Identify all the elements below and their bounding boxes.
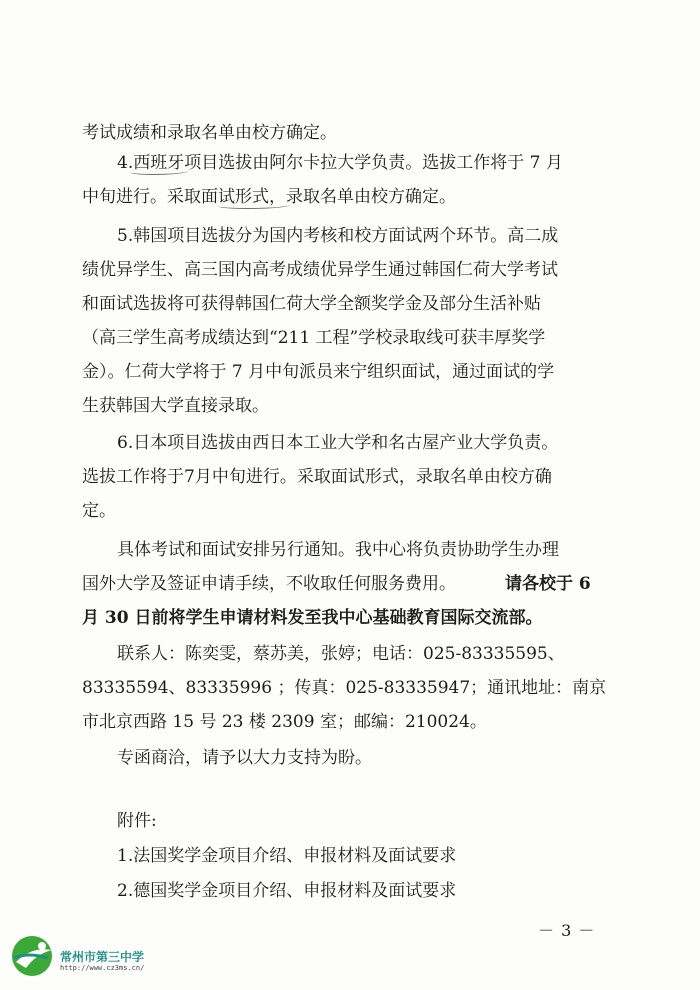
closing-line: 专函商洽，请予以大力支持为盼。: [117, 748, 372, 768]
school-logo-icon: [8, 932, 56, 980]
paragraph-line: （高三学生高考成绩达到“211 工程”学校录取线可获丰厚奖学: [82, 328, 546, 348]
paragraph-line: 国外大学及签证申请手续，不收取任何服务费用。: [82, 574, 456, 594]
bold-notice: 请各校于 6: [505, 574, 591, 594]
contact-line: 83335594、83335996 ；传真：025-83335947；通讯地址：南京: [82, 678, 607, 698]
watermark-title: 常州市第三中学: [60, 950, 145, 964]
attachment-item: 1.法国奖学金项目介绍、申报材料及面试要求: [117, 846, 457, 866]
paragraph-line: 生获韩国大学直接录取。: [82, 396, 269, 416]
paragraph-line: 选拔工作将于7月中旬进行。采取面试形式，录取名单由校方确: [82, 467, 552, 487]
paragraph-line: 绩优异学生、高三国内高考成绩优异学生通过韩国仁荷大学考试: [82, 260, 558, 280]
paragraph-line: 4.西班牙项目选拔由阿尔卡拉大学负责。选拔工作将于 7 月: [117, 153, 563, 173]
watermark-url: http://www.cz3ms.cn/: [60, 964, 145, 972]
attachment-heading: 附件:: [117, 811, 157, 831]
paragraph-line: 具体考试和面试安排另行通知。我中心将负责协助学生办理: [117, 540, 559, 560]
contact-line: 联系人：陈奕雯，蔡苏美，张婷；电话：025-83335595、: [117, 644, 565, 664]
school-watermark: [8, 932, 198, 982]
paragraph-line: 5.韩国项目选拔分为国内考核和校方面试两个环节。高二成: [117, 226, 559, 246]
paragraph-line: 和面试选拔将可获得韩国仁荷大学全额奖学金及部分生活补贴: [82, 294, 541, 314]
paragraph-line: 6.日本项目选拔由西日本工业大学和名古屋产业大学负责。: [117, 433, 559, 453]
paragraph-line: 定。: [82, 501, 116, 521]
bold-notice: 月 30 日前将学生申请材料发至我中心基础教育国际交流部。: [82, 608, 543, 628]
page-number: － 3 －: [538, 921, 596, 940]
paragraph-line: 金）。仁荷大学将于 7 月中旬派员来宁组织面试，通过面试的学: [82, 362, 555, 382]
paragraph-line: 考试成绩和录取名单由校方确定。: [82, 123, 337, 143]
contact-line: 市北京西路 15 号 23 楼 2309 室；邮编：210024。: [82, 712, 487, 732]
attachment-item: 2.德国奖学金项目介绍、申报材料及面试要求: [117, 881, 457, 901]
paragraph-line: 中旬进行。采取面试形式，录取名单由校方确定。: [82, 187, 456, 207]
